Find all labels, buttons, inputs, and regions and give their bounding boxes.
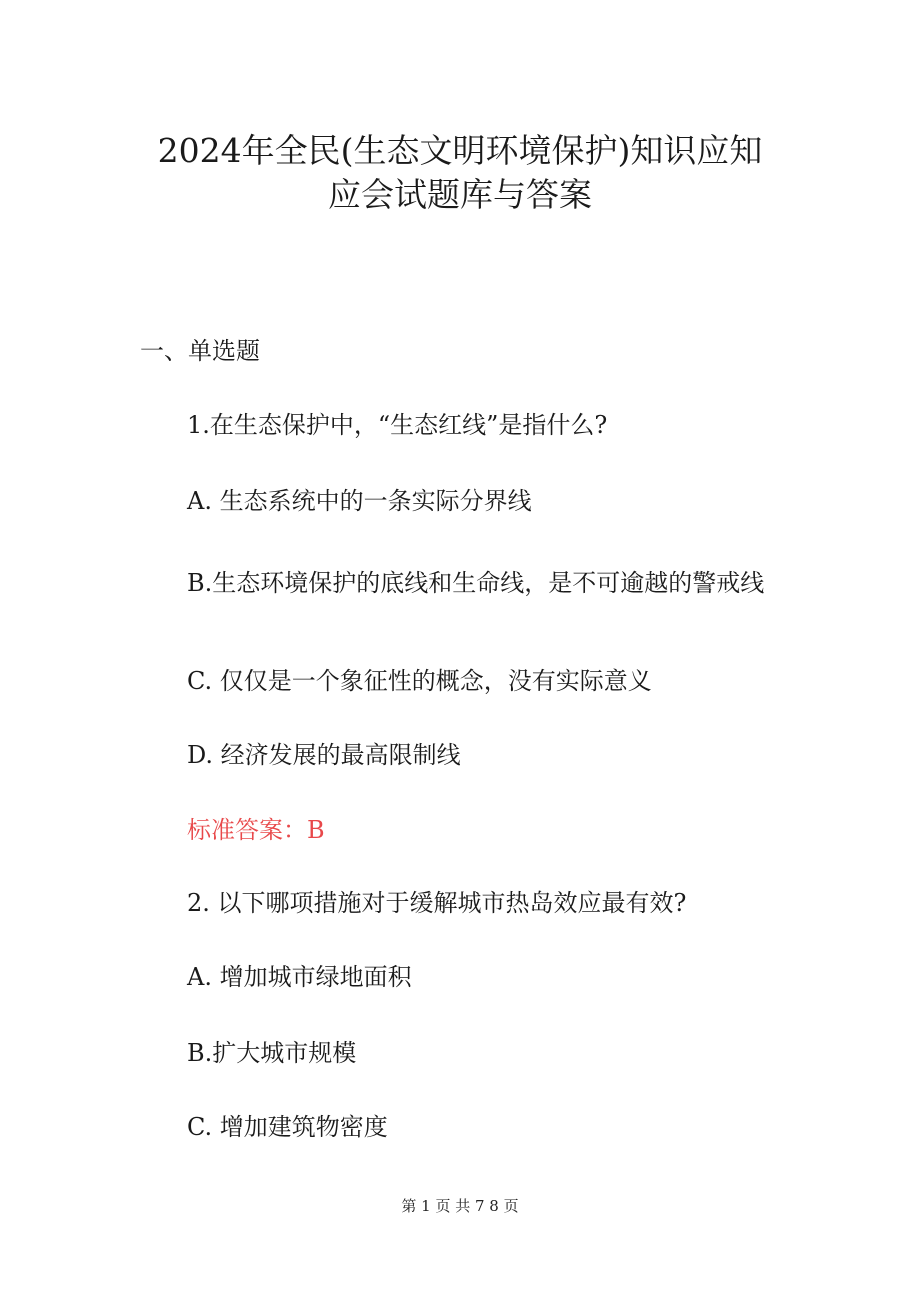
question-1-option-b: B.生态环境保护的底线和生命线，是不可逾越的警戒线 — [187, 569, 765, 597]
question-2-text: 2. 以下哪项措施对于缓解城市热岛效应最有效? — [187, 889, 687, 917]
question-2-option-a: A. 增加城市绿地面积 — [187, 963, 412, 991]
section-heading: 一、单选题 — [140, 337, 260, 365]
question-1-option-c: C. 仅仅是一个象征性的概念，没有实际意义 — [187, 667, 652, 695]
document-title-line-2: 应会试题库与答案 — [328, 175, 592, 214]
document-title-line-1: 2024年全民(生态文明环境保护)知识应知 — [157, 131, 763, 170]
question-2-option-c: C. 增加建筑物密度 — [187, 1113, 388, 1141]
question-1-text: 1.在生态保护中，“生态红线”是指什么? — [187, 411, 608, 439]
question-1-option-d: D. 经济发展的最高限制线 — [187, 741, 461, 769]
question-1-option-a: A. 生态系统中的一条实际分界线 — [187, 487, 532, 515]
page-footer: 第 1 页 共 7 8 页 — [401, 1197, 519, 1215]
question-1-answer: 标准答案：B — [187, 816, 325, 844]
question-2-option-b: B.扩大城市规模 — [187, 1039, 357, 1067]
